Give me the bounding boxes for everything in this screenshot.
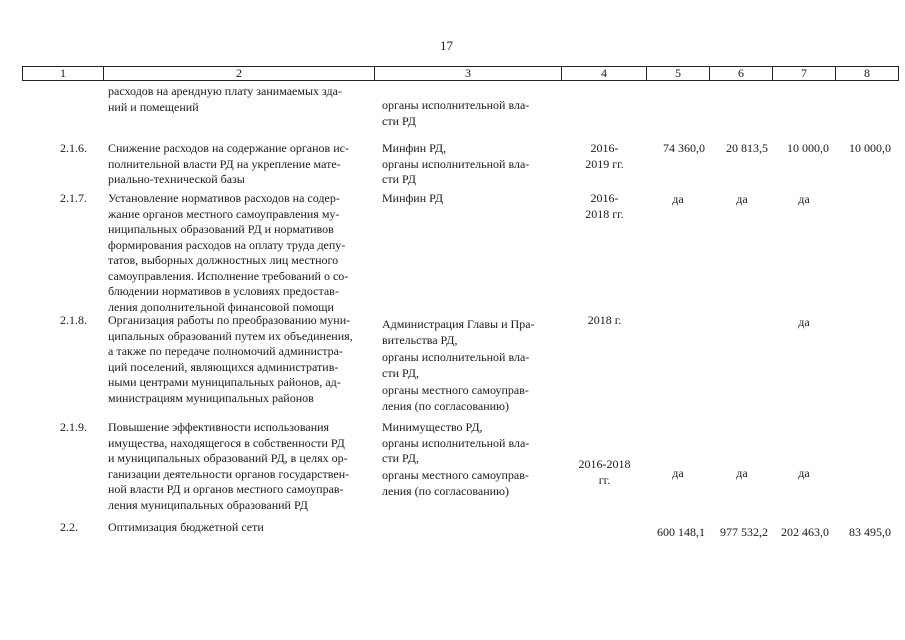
row-description [108, 191, 370, 315]
row-number: 2.1.8. [60, 313, 87, 327]
value-col-7: да [798, 315, 810, 329]
header-col-2: 2 [104, 66, 375, 81]
row-responsible [382, 317, 560, 348]
value-col-5: да [672, 192, 684, 206]
header-col-3: 3 [375, 66, 562, 81]
page-number: 17 [440, 38, 453, 53]
text-line: ления (по согласованию) [382, 398, 510, 413]
text-line: Снижение расходов на содержание органов ис- [108, 141, 349, 155]
text-line: ций поселений, являющихся административ- [108, 359, 339, 374]
row-number: 2.1.7. [60, 191, 87, 205]
text-line: сти РД [382, 113, 416, 128]
value-col-5: 600 148,1 [657, 525, 705, 539]
row-number: 2.1.6. [60, 141, 87, 155]
text-line: самоуправления. Исполнение требований о со- [108, 268, 349, 283]
text-line: 2018 гг. [585, 206, 624, 221]
text-line: органы местного самоуправ- [382, 383, 529, 397]
row-number: 2.1.9. [60, 420, 87, 434]
value-col-6: 977 532,2 [720, 525, 768, 539]
text-line: ной власти РД и органов местного самоуправ- [108, 482, 344, 496]
text-line: Повышение эффективности использования [108, 420, 330, 434]
text-line: формирования расходов на оплату труда депу- [108, 237, 346, 252]
text-line: ганизации деятельности органов государствен- [108, 466, 350, 481]
row-period [566, 457, 643, 488]
row-responsible [382, 420, 560, 467]
text-line: ления муниципальных образований РД [108, 497, 308, 512]
text-line: министрациям муниципальных районов [108, 390, 314, 405]
value-col-6: да [736, 192, 748, 206]
text-line: ления (по согласованию) [382, 483, 510, 498]
value-col-7: 10 000,0 [787, 141, 829, 155]
row-period [566, 191, 643, 222]
row-description [108, 84, 370, 115]
text-line: 2016-2018 [578, 457, 631, 471]
text-line: ний и помещений [108, 99, 199, 114]
text-line: ципальных образований путем их объединения, [108, 328, 353, 343]
text-line: вительства РД, [382, 332, 458, 347]
value-col-5: 74 360,0 [663, 141, 705, 155]
text-line: сти РД [382, 172, 416, 186]
value-col-6: 20 813,5 [726, 141, 768, 155]
text-line: имущества, находящегося в собственности РД [108, 435, 345, 450]
value-col-7: да [798, 192, 810, 206]
text-line: ными центрами муниципальных районов, ад- [108, 375, 341, 389]
text-line: 2016- [590, 141, 619, 155]
header-col-1: 1 [22, 66, 104, 81]
text-line: органы исполнительной вла- [382, 156, 530, 171]
row-responsible [382, 468, 560, 499]
row-responsible [382, 350, 560, 381]
value-col-6: да [736, 466, 748, 480]
text-line: Администрация Главы и Пра- [382, 317, 535, 331]
text-line: Установление нормативов расходов на содер- [108, 191, 340, 205]
value-col-8: 83 495,0 [849, 525, 891, 539]
row-period: 2018 г. [587, 313, 622, 327]
header-col-5: 5 [647, 66, 710, 81]
header-col-4: 4 [562, 66, 647, 81]
row-description [108, 420, 370, 513]
header-col-8: 8 [836, 66, 899, 81]
header-col-7: 7 [773, 66, 836, 81]
row-number: 2.2. [60, 520, 78, 534]
text-line: сти РД, [382, 365, 419, 380]
text-line: Организация работы по преобразованию муни- [108, 313, 351, 327]
value-col-8: 10 000,0 [849, 141, 891, 155]
text-line: ления дополнительной финансовой помощи [108, 299, 334, 314]
row-responsible [382, 383, 560, 414]
text-line: жание органов местного самоуправления му- [108, 206, 340, 221]
row-responsible [382, 141, 560, 188]
text-line: риально-технической базы [108, 172, 245, 186]
text-line: 2019 гг. [585, 156, 624, 171]
value-col-7: да [798, 466, 810, 480]
text-line: а также по передаче полномочий администра- [108, 344, 343, 358]
text-line: органы местного самоуправ- [382, 468, 529, 482]
text-line: сти РД, [382, 451, 419, 465]
row-responsible [382, 191, 560, 207]
text-line: 2016- [590, 191, 619, 205]
row-description [108, 313, 370, 406]
text-line: Минимущество РД, [382, 420, 483, 434]
row-period [566, 141, 643, 172]
row-description: Оптимизация бюджетной сети [108, 520, 264, 534]
row-responsible [382, 98, 560, 129]
row-description [108, 141, 370, 188]
text-line: Минфин РД [382, 191, 444, 205]
text-line: и муниципальных образований РД, в целях ор- [108, 451, 348, 465]
value-col-7: 202 463,0 [781, 525, 829, 539]
text-line: татов, выборных должностных лиц местного [108, 253, 339, 267]
text-line: органы исполнительной вла- [382, 350, 530, 364]
text-line: Минфин РД, [382, 141, 447, 155]
text-line: гг. [598, 472, 611, 487]
header-col-6: 6 [710, 66, 773, 81]
text-line: ниципальных образований РД и нормативов [108, 222, 334, 236]
text-line: расходов на арендную плату занимаемых зда- [108, 84, 342, 98]
text-line: органы исполнительной вла- [382, 98, 530, 112]
text-line: блюдении нормативов в условиях предостав- [108, 284, 339, 298]
text-line: полнительной власти РД на укрепление мате- [108, 156, 341, 171]
text-line: органы исполнительной вла- [382, 435, 530, 450]
value-col-5: да [672, 466, 684, 480]
